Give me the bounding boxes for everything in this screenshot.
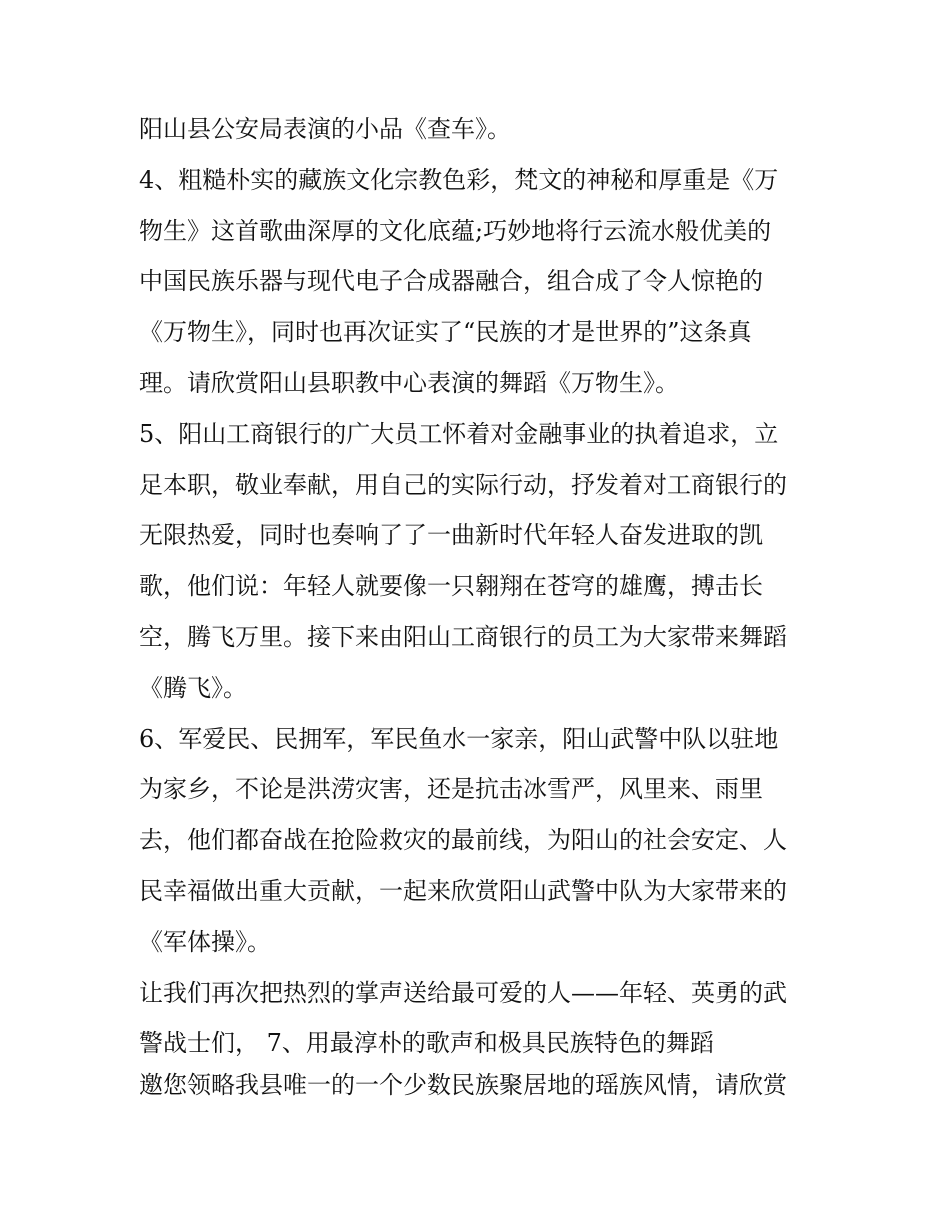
text-line: 中国民族乐器与现代电子合成器融合，组合成了令人惊艳的 (139, 267, 763, 296)
document-body (139, 108, 829, 1115)
text-line: 《军体操》。 (139, 927, 271, 956)
text-line: 为家乡，不论是洪涝灾害，还是抗击冰雪严，风里来、雨里 (139, 775, 763, 804)
text-line: 空，腾飞万里。接下来由阳山工商银行的员工为大家带来舞蹈 (139, 622, 787, 651)
text-line: 去，他们都奋战在抢险救灾的最前线，为阳山的社会安定、人 (139, 826, 787, 855)
text-line: 邀您领略我县唯一的一个少数民族聚居地的瑶族风情，请欣赏 (139, 1071, 787, 1100)
text-line: 《腾飞》。 (139, 673, 247, 702)
text-line: 6、军爱民、民拥军，军民鱼水一家亲，阳山武警中队以驻地 (139, 724, 779, 753)
text-line: 无限热爱，同时也奏响了了一曲新时代年轻人奋发进取的凯 (139, 521, 763, 550)
text-line: 4、粗糙朴实的藏族文化宗教色彩，梵文的神秘和厚重是《万 (139, 165, 779, 194)
text-line: 警战士们， 7、用最淳朴的歌声和极具民族特色的舞蹈 (139, 1029, 714, 1058)
text-line: 阳山县公安局表演的小品《查车》。 (139, 115, 511, 143)
text-line: 民幸福做出重大贡献，一起来欣赏阳山武警中队为大家带来的 (139, 876, 787, 905)
text-line: 歌，他们说：年轻人就要像一只翱翔在苍穹的雄鹰，搏击长 (139, 572, 763, 601)
text-line: 足本职，敬业奉献，用自己的实际行动，抒发着对工商银行的 (139, 470, 787, 499)
text-line: 理。请欣赏阳山县职教中心表演的舞蹈《万物生》。 (139, 368, 679, 397)
text-line: 物生》这首歌曲深厚的文化底蕴;巧妙地将行云流水般优美的 (139, 216, 772, 245)
text-line: 让我们再次把热烈的掌声送给最可爱的人——年轻、英勇的武 (139, 978, 787, 1007)
text-line: 《万物生》，同时也再次证实了“民族的才是世界的”这条真 (139, 318, 752, 347)
text-line: 5、阳山工商银行的广大员工怀着对金融事业的执着追求，立 (139, 419, 779, 448)
